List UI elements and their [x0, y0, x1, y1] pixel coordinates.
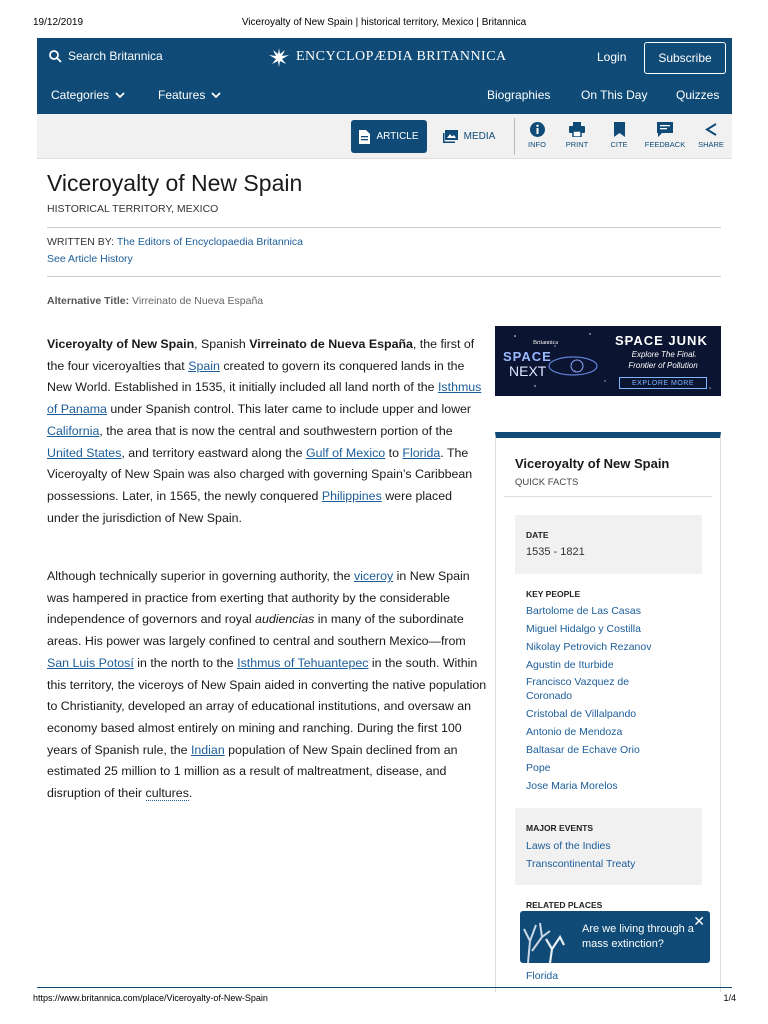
chevron-down-icon — [115, 92, 125, 99]
biographies-link[interactable]: Biographies — [487, 88, 551, 102]
text-run: in many of the subordinate areas. His power was largely confined to central and southern Mexico—from — [47, 612, 466, 649]
on-this-day-link[interactable]: On This Day — [581, 88, 648, 102]
text-run: , and territory eastward along the — [121, 445, 306, 460]
ad-tagline — [613, 349, 713, 371]
key-person-link[interactable]: Baltasar de Echave Orio — [526, 744, 640, 756]
italic-term: audiencias — [255, 612, 315, 627]
printer-icon — [569, 122, 585, 137]
key-person-link[interactable]: Pope — [526, 762, 551, 774]
tab-media[interactable] — [435, 120, 503, 153]
ad-explore-button[interactable]: EXPLORE MORE — [619, 377, 707, 389]
tab-media-label: MEDIA — [463, 131, 496, 142]
quick-facts-subtitle: QUICK FACTS — [515, 477, 579, 488]
quizzes-link[interactable]: Quizzes — [676, 88, 720, 102]
features-label: Features — [158, 88, 206, 102]
text-run: . — [188, 786, 193, 801]
major-events-label: MAJOR EVENTS — [526, 823, 594, 833]
date-box — [515, 515, 702, 574]
share-icon — [704, 122, 719, 137]
categories-menu[interactable] — [51, 88, 125, 102]
tab-article[interactable] — [351, 120, 427, 153]
alt-title-label: Alternative Title: — [47, 295, 130, 307]
ad-space-text: SPACE — [503, 349, 552, 364]
login-link[interactable]: Login — [597, 50, 627, 64]
search-icon — [49, 50, 62, 63]
paragraph-1 — [47, 334, 487, 529]
text-run: created to govern its conquered lands in the New World. Established in 1535, it initially included all land north of the — [47, 358, 465, 395]
ad-brand: Britannica — [533, 340, 558, 346]
thistle-logo-icon — [267, 46, 291, 68]
info-label: INFO — [528, 140, 546, 149]
key-person-link[interactable]: Cristobal de Villalpando — [526, 708, 637, 720]
link-spain[interactable]: Spain — [188, 358, 220, 373]
print-header — [0, 17, 768, 31]
article-subtitle: HISTORICAL TERRITORY, MEXICO — [47, 203, 219, 215]
text-run: . The Viceroyalty of New Spain was also charged with governing Spain’s Caribbean possessions. Later, in 1565, the newly conquered — [47, 445, 473, 503]
article-toolbar — [37, 114, 732, 159]
alt-title-value: Virreinato de Nueva España — [132, 295, 264, 307]
link-united-states[interactable]: United States — [47, 445, 122, 460]
print-date: 19/12/2019 — [33, 17, 84, 28]
paragraph-2 — [47, 566, 487, 805]
logo-text: ENCYCLOPÆDIA BRITANNICA — [296, 49, 507, 64]
link-viceroy[interactable]: viceroy — [353, 569, 394, 583]
related-place-link[interactable]: Florida — [526, 970, 559, 982]
divider — [504, 496, 712, 497]
cite-button[interactable] — [599, 122, 639, 149]
date-label: DATE — [526, 530, 549, 540]
link-florida[interactable]: Florida — [402, 445, 441, 460]
info-icon — [530, 122, 545, 137]
ad-tagline-line: Explore The Final — [631, 350, 695, 359]
text-run: , the area that is now the central and southwestern portion of the — [99, 423, 453, 438]
share-label: SHARE — [698, 140, 724, 149]
categories-label: Categories — [51, 88, 110, 102]
key-person-link[interactable]: Bartolome de Las Casas — [526, 605, 641, 617]
key-person-link[interactable]: Agustin de Iturbide — [526, 659, 614, 671]
space-junk-ad[interactable] — [495, 326, 721, 396]
key-person-link[interactable]: Antonio de Mendoza — [526, 726, 623, 738]
search-label: Search Britannica — [68, 49, 163, 63]
text-run: in New Spain was hampered in practice from exerting that authority by the considerable independence of governors and royal — [47, 569, 470, 627]
search-button[interactable] — [49, 49, 163, 63]
share-button[interactable] — [691, 122, 731, 149]
bold-term: Virreinato de Nueva España — [249, 337, 413, 351]
britannica-logo[interactable] — [267, 46, 507, 68]
ad-tagline-line: Frontier of Pollution — [628, 361, 698, 370]
feedback-button[interactable] — [643, 122, 687, 149]
text-run: , the first of the four viceroyalties that — [47, 337, 475, 373]
link-san-luis-potosi[interactable]: San Luis Potosí — [47, 655, 134, 670]
link-isthmus-of-tehuantepec[interactable]: Isthmus of Tehuantepec — [237, 655, 369, 670]
key-person-link[interactable]: Jose Maria Morelos — [526, 780, 618, 792]
major-event-link[interactable]: Laws of the Indies — [526, 840, 611, 852]
written-by — [47, 236, 303, 248]
features-menu[interactable] — [158, 88, 221, 102]
divider — [47, 276, 721, 277]
tab-article-label: ARTICLE — [376, 131, 419, 142]
ad-next-text: NEXT — [509, 363, 547, 379]
subscribe-button[interactable]: Subscribe — [644, 42, 726, 74]
info-button[interactable] — [517, 122, 557, 149]
divider — [47, 227, 721, 228]
major-event-link[interactable]: Transcontinental Treaty — [526, 858, 636, 870]
text-run: in the south. Within this territory, the viceroys of New Spain aided in converting the native population to Christianity, developed an array of educational institutions, and oversaw an economy based almost entirely on mining and ranching. During the first 100 years of Spanish rule, the — [47, 655, 487, 757]
text-run: in the north to the — [133, 655, 238, 670]
text-run: , Spanish — [194, 337, 250, 351]
key-people-label: KEY PEOPLE — [526, 589, 581, 599]
key-person-link[interactable]: Miguel Hidalgo y Costilla — [526, 623, 641, 635]
written-by-label: WRITTEN BY: — [47, 236, 115, 248]
feedback-label: FEEDBACK — [644, 140, 686, 149]
quick-facts-title: Viceroyalty of New Spain — [515, 456, 670, 471]
article-title: Viceroyalty of New Spain — [47, 170, 303, 196]
top-bar — [37, 38, 732, 77]
mass-extinction-promo[interactable] — [520, 911, 710, 963]
link-philippines[interactable]: Philippines — [321, 488, 382, 503]
link-cultures[interactable]: cultures — [145, 786, 189, 801]
cite-label: CITE — [610, 140, 628, 149]
print-page-title: Viceroyalty of New Spain | historical territory, Mexico | Britannica — [241, 17, 527, 28]
print-url: https://www.britannica.com/place/Viceroyalty-of-New-Spain — [33, 993, 268, 1003]
bold-term: Viceroyalty of New Spain — [47, 337, 195, 351]
link-isthmus-of-panama[interactable]: Isthmus of Panama — [47, 380, 482, 417]
alternative-title — [47, 295, 263, 307]
toolbar-divider — [514, 118, 515, 155]
author-link[interactable]: The Editors of Encyclopaedia Britannica — [116, 236, 304, 248]
document-icon — [359, 130, 370, 144]
major-events-box — [515, 808, 702, 885]
link-indian[interactable]: Indian — [190, 742, 225, 757]
key-person-link[interactable]: Nikolay Petrovich Rezanov — [526, 641, 652, 653]
footer-divider — [37, 987, 732, 988]
key-person-link[interactable]: Francisco Vazquez de Coronado — [526, 676, 630, 702]
image-icon — [443, 130, 458, 143]
chevron-down-icon — [211, 92, 221, 99]
quick-facts-panel — [495, 432, 721, 992]
print-label: PRINT — [565, 140, 589, 149]
close-icon[interactable]: ✕ — [693, 913, 705, 929]
date-value: 1535 - 1821 — [526, 546, 585, 558]
text-run: population of New Spain declined from an estimated 25 million to 1 million as a result of maltreatment, disease, and disruption of their — [47, 742, 458, 801]
text-run: Although technically superior in governing authority, the — [47, 569, 354, 583]
related-places-label: RELATED PLACES — [526, 900, 603, 910]
nav-bar — [37, 77, 732, 114]
page-number: 1/4 — [723, 993, 736, 1003]
ad-headline: SPACE JUNK — [615, 333, 708, 348]
link-gulf-of-mexico[interactable]: Gulf of Mexico — [305, 445, 386, 460]
feedback-icon — [657, 122, 673, 137]
article-history-link[interactable]: See Article History — [47, 253, 133, 265]
promo-text: Are we living through a mass extinction? — [582, 923, 694, 950]
text-run: were placed under the jurisdiction of New Spain. — [47, 488, 453, 525]
bookmark-icon — [614, 122, 625, 137]
text-run: under Spanish control. This later came to include upper and lower — [106, 402, 472, 417]
text-run: to — [385, 445, 403, 460]
print-button[interactable] — [557, 122, 597, 149]
link-california[interactable]: California — [47, 423, 100, 438]
coral-graphic — [520, 911, 575, 963]
